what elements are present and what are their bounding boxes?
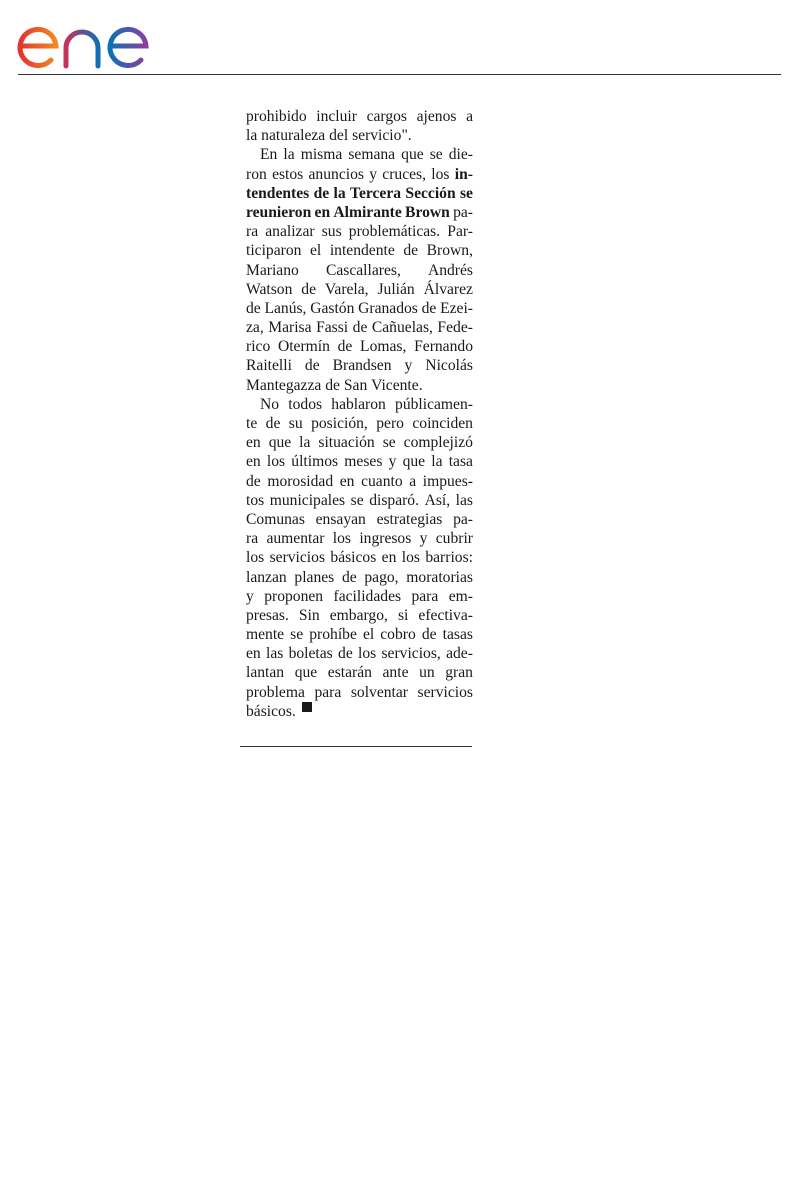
article-text: presas. xyxy=(246,606,289,624)
article-text: las xyxy=(455,491,473,509)
article-text: ticiparon xyxy=(246,242,302,260)
article-text: de xyxy=(246,299,261,317)
article-text: los xyxy=(246,549,265,567)
article-bold-text: la xyxy=(333,184,346,202)
article-text: planes xyxy=(294,568,335,586)
article-text: de xyxy=(325,376,344,394)
article-text: tasa xyxy=(448,453,473,471)
article-text: intendente xyxy=(329,242,395,260)
article-line xyxy=(246,683,473,702)
article-text: de xyxy=(403,242,419,260)
article-text: cubrir xyxy=(435,530,473,548)
article-bold-text: Tercera xyxy=(349,184,402,202)
article-line xyxy=(246,126,473,145)
article-text: aumentar xyxy=(266,530,325,548)
article-line xyxy=(246,529,473,548)
article-text: pa- xyxy=(453,203,473,221)
article-text: a xyxy=(409,472,417,490)
article-text: problema xyxy=(246,683,305,701)
article-text: los xyxy=(358,645,377,663)
article-text: Sin xyxy=(298,606,320,624)
article-text: Álvarez xyxy=(423,280,473,298)
article-text: de xyxy=(421,626,437,644)
article-text: Cañuelas, xyxy=(371,319,433,337)
article-bold-text: en xyxy=(314,203,331,221)
article-text: ade- xyxy=(446,645,473,663)
article-text: San xyxy=(343,376,372,394)
article-text: prohibido xyxy=(246,108,307,125)
article-text: la xyxy=(283,146,295,164)
article-text: ron xyxy=(246,165,267,183)
article-text: de xyxy=(301,280,316,298)
article-text: Fernando xyxy=(414,338,473,356)
article-text: cruces, xyxy=(382,165,427,183)
article-line xyxy=(246,280,473,299)
article-text: Lomas, xyxy=(360,338,407,356)
article-bold-text: in- xyxy=(454,165,473,183)
article-bold-text: tendentes xyxy=(246,184,310,202)
article-text: que xyxy=(402,453,426,471)
article-text: problemáticas. xyxy=(348,223,441,241)
article-text: los xyxy=(401,549,420,567)
article-text: que xyxy=(268,434,292,452)
article-line xyxy=(246,203,473,222)
article-line xyxy=(246,222,473,241)
article-text: facilidades xyxy=(333,587,402,605)
article-text: No xyxy=(260,395,280,413)
article-text: los xyxy=(266,453,286,471)
article-text: ante xyxy=(382,664,409,682)
article-text: disparó. xyxy=(369,491,420,509)
article-text: los xyxy=(332,530,351,548)
article-text: proponen xyxy=(264,587,324,605)
article-line xyxy=(246,606,473,625)
article-text: ingresos xyxy=(359,530,412,548)
article-text: cuanto xyxy=(361,472,403,490)
article-text: servicios xyxy=(269,549,326,567)
article-text: las xyxy=(265,645,284,663)
article-text: de xyxy=(265,415,281,432)
article-text: en xyxy=(246,434,261,452)
article-text: pago, xyxy=(364,568,399,586)
article-line xyxy=(246,145,473,164)
article-text: Fassi xyxy=(316,319,349,337)
article-end-mark xyxy=(302,702,312,712)
article-line xyxy=(246,548,473,567)
article-text: la xyxy=(246,127,262,145)
article-text: hablaron xyxy=(331,395,386,413)
article-text: boletas xyxy=(288,645,333,663)
article-text: ajenos xyxy=(416,108,457,125)
article-text: Nicolás xyxy=(425,357,473,375)
article-text: em- xyxy=(448,587,473,605)
article-text: Otermín xyxy=(277,338,330,356)
article-end-divider xyxy=(240,746,472,747)
article-text: moratorias xyxy=(406,568,473,586)
article-text: Comunas xyxy=(246,510,305,528)
article-text: municipales xyxy=(269,491,346,509)
article-text: ra xyxy=(246,223,259,241)
article-text: todos xyxy=(288,395,323,413)
article-text: za, xyxy=(246,319,264,337)
article-text: Gastón xyxy=(310,299,355,317)
article-line xyxy=(246,241,473,260)
article-text: la xyxy=(299,434,311,452)
article-text: ra xyxy=(246,530,259,548)
article-text: anuncios xyxy=(308,165,364,183)
article-text: y xyxy=(404,357,413,375)
article-bold-text: Almirante xyxy=(333,203,402,221)
article-text: tasas xyxy=(442,626,473,644)
article-text: servicios xyxy=(417,683,473,701)
article-text: básicos. xyxy=(246,702,296,720)
article-text: y xyxy=(388,453,397,471)
article-text: Fede- xyxy=(437,319,473,337)
article-text: Varela, xyxy=(324,280,369,298)
article-text: en xyxy=(246,645,261,663)
article-text: meses xyxy=(344,453,383,471)
article-text: de xyxy=(352,319,368,337)
article-line xyxy=(246,356,473,375)
article-text: posición, xyxy=(311,415,368,432)
article-text: servicio". xyxy=(352,127,412,145)
article-text: En xyxy=(260,146,278,164)
article-line xyxy=(246,337,473,356)
article-text: su xyxy=(288,415,303,432)
article-text: Brown, xyxy=(426,242,473,260)
article-text: que xyxy=(401,146,424,164)
article-line xyxy=(246,299,473,318)
article-text: Watson xyxy=(246,280,293,298)
article-text: Marisa xyxy=(268,319,312,337)
article-line xyxy=(246,472,473,491)
article-text: complejizó xyxy=(403,434,473,452)
article-text: naturaleza xyxy=(261,127,330,145)
article-text: de xyxy=(338,645,353,663)
article-text: analizar xyxy=(265,223,315,241)
article-line xyxy=(246,414,473,433)
article-text: te xyxy=(246,415,258,432)
article-text: rico xyxy=(246,338,271,356)
article-text: morosidad xyxy=(267,472,334,490)
article-text: de xyxy=(337,338,353,356)
article-text: de xyxy=(246,472,261,490)
article-text: lanzan xyxy=(246,568,287,586)
enel-logo xyxy=(16,8,180,72)
article-bold-text: de xyxy=(313,184,330,202)
article-text: cargos xyxy=(366,108,407,125)
article-bold-text: Brown xyxy=(405,203,450,221)
article-line xyxy=(246,261,473,280)
article-text: que xyxy=(294,664,318,682)
article-text: de xyxy=(304,357,320,375)
article-text: Mariano xyxy=(246,261,299,279)
article-text: ensayan xyxy=(315,510,366,528)
article-text: de xyxy=(421,299,437,317)
article-text: y xyxy=(369,165,378,183)
article-text: solventar xyxy=(350,683,408,701)
article-bold-text: reunieron xyxy=(246,203,312,221)
article-text: tos xyxy=(246,491,265,509)
article-text: el xyxy=(362,626,375,644)
article-text: Ezei- xyxy=(440,299,473,317)
article-text: barrios: xyxy=(425,549,473,567)
article-text: prohíbe xyxy=(309,626,357,644)
article-text: públicamen- xyxy=(395,395,473,413)
article-text: básicos xyxy=(330,549,377,567)
article-text: de xyxy=(341,568,357,586)
article-text: se xyxy=(290,626,304,644)
article-line xyxy=(246,318,473,337)
article-line xyxy=(246,376,473,395)
header-divider xyxy=(18,74,781,75)
article-text: el xyxy=(310,242,322,260)
article-text: si xyxy=(397,606,409,624)
article-text: pa- xyxy=(453,510,473,528)
article-text: impues- xyxy=(422,472,473,490)
article-text: estrategias xyxy=(376,510,443,528)
article-line xyxy=(246,625,473,644)
article-bold-text: Sección xyxy=(405,184,456,202)
article-text: Así, xyxy=(424,491,451,509)
article-text: Granados xyxy=(358,299,418,317)
article-text: la xyxy=(431,453,443,471)
article-text: se xyxy=(350,491,364,509)
article-line xyxy=(246,491,473,510)
article-text: situación xyxy=(318,434,375,452)
article-text: Vicente. xyxy=(371,376,423,394)
article-text: del xyxy=(329,127,353,145)
article-text: coinciden xyxy=(412,415,473,432)
article-line xyxy=(246,433,473,452)
article-text: semana xyxy=(348,146,396,164)
article-text: Mantegazza xyxy=(246,376,326,394)
article-text: cobro xyxy=(380,626,416,644)
article-text: Par- xyxy=(447,223,473,241)
article-text: sus xyxy=(321,223,342,241)
article-line xyxy=(246,107,473,126)
article-bold-text: se xyxy=(459,184,473,202)
article-text: en xyxy=(381,549,397,567)
article-text: Julián xyxy=(377,280,415,298)
article-text: Lanús, xyxy=(264,299,307,317)
article-text: incluir xyxy=(316,108,357,125)
article-text: Andrés xyxy=(427,261,473,279)
article-line xyxy=(246,510,473,529)
article-text: los xyxy=(431,165,450,183)
article-line xyxy=(246,587,473,606)
article-text: para xyxy=(411,587,439,605)
article-line xyxy=(246,165,473,184)
article-text: lantan xyxy=(246,664,285,682)
article-line xyxy=(246,568,473,587)
article-text: estarán xyxy=(327,664,372,682)
article-text: un xyxy=(419,664,435,682)
article-text: Raitelli xyxy=(246,357,292,375)
article-line xyxy=(246,452,473,471)
article-text: pero xyxy=(376,415,404,432)
article-line xyxy=(246,395,473,414)
article-text: se xyxy=(382,434,396,452)
article-text: en xyxy=(246,453,261,471)
article-text: Cascallares, xyxy=(325,261,401,279)
article-text: a xyxy=(466,108,473,125)
article-text: die- xyxy=(448,146,473,164)
article-line xyxy=(246,184,473,203)
article-text: estos xyxy=(272,165,304,183)
article-text: últimos xyxy=(291,453,339,471)
article-text: efectiva- xyxy=(418,606,473,624)
article-line xyxy=(246,644,473,663)
article-text: se xyxy=(429,146,443,164)
article-column xyxy=(246,107,473,721)
article-text: para xyxy=(314,683,342,701)
article-line xyxy=(246,663,473,682)
article-text: misma xyxy=(300,146,343,164)
article-text: mente xyxy=(246,626,285,644)
article-text: y xyxy=(246,587,254,605)
article-text: y xyxy=(419,530,428,548)
article-text: gran xyxy=(445,664,473,682)
article-text: Brandsen xyxy=(332,357,392,375)
article-line xyxy=(246,702,473,721)
article-text: en xyxy=(339,472,355,490)
article-text: embargo, xyxy=(329,606,388,624)
article-text: servicios, xyxy=(381,645,441,663)
